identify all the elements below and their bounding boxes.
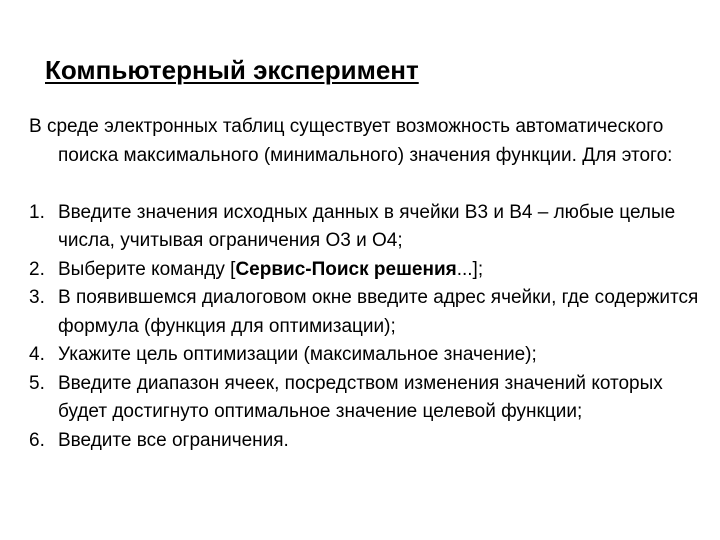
step-number: 2. bbox=[29, 258, 45, 280]
step-item-4 bbox=[29, 341, 709, 370]
steps-list bbox=[29, 199, 709, 456]
slide-body bbox=[29, 113, 709, 455]
step-item-1 bbox=[29, 199, 709, 256]
step-number: 4. bbox=[29, 344, 45, 365]
step-text: В появившемся диалоговом окне введите адрес ячейки, где содержится формула (функция для оптимизации); bbox=[58, 287, 699, 337]
step-item-6 bbox=[29, 427, 709, 456]
step-number: 5. bbox=[29, 372, 45, 394]
step-number: 3. bbox=[29, 287, 45, 308]
step-item-2 bbox=[29, 256, 709, 285]
step-text: Введите диапазон ячеек, посредством изменения значений которых будет достигнуто оптимальное значение целевой функции; bbox=[58, 372, 663, 422]
step-text: Введите все ограничения. bbox=[58, 429, 289, 451]
step-item-3 bbox=[29, 284, 709, 341]
step-text: Укажите цель оптимизации (максимальное значение); bbox=[58, 344, 537, 365]
slide-title: Компьютерный эксперимент bbox=[45, 55, 419, 85]
menu-command-name: Сервис-Поиск решения bbox=[235, 258, 457, 280]
step-text-after: ...]; bbox=[456, 258, 484, 280]
intro-paragraph: В среде электронных таблиц существует возможность автоматического поиска максимального (минимального) значения функции. Для этого: bbox=[29, 116, 673, 166]
step-text: Введите значения исходных данных в ячейки B3 и B4 – любые целые числа, учитывая ограничения O3 и O4; bbox=[58, 201, 676, 251]
step-number: 6. bbox=[29, 429, 45, 451]
step-item-5 bbox=[29, 370, 709, 427]
step-number: 1. bbox=[29, 201, 45, 223]
step-text-before: Выберите команду [ bbox=[58, 258, 236, 280]
